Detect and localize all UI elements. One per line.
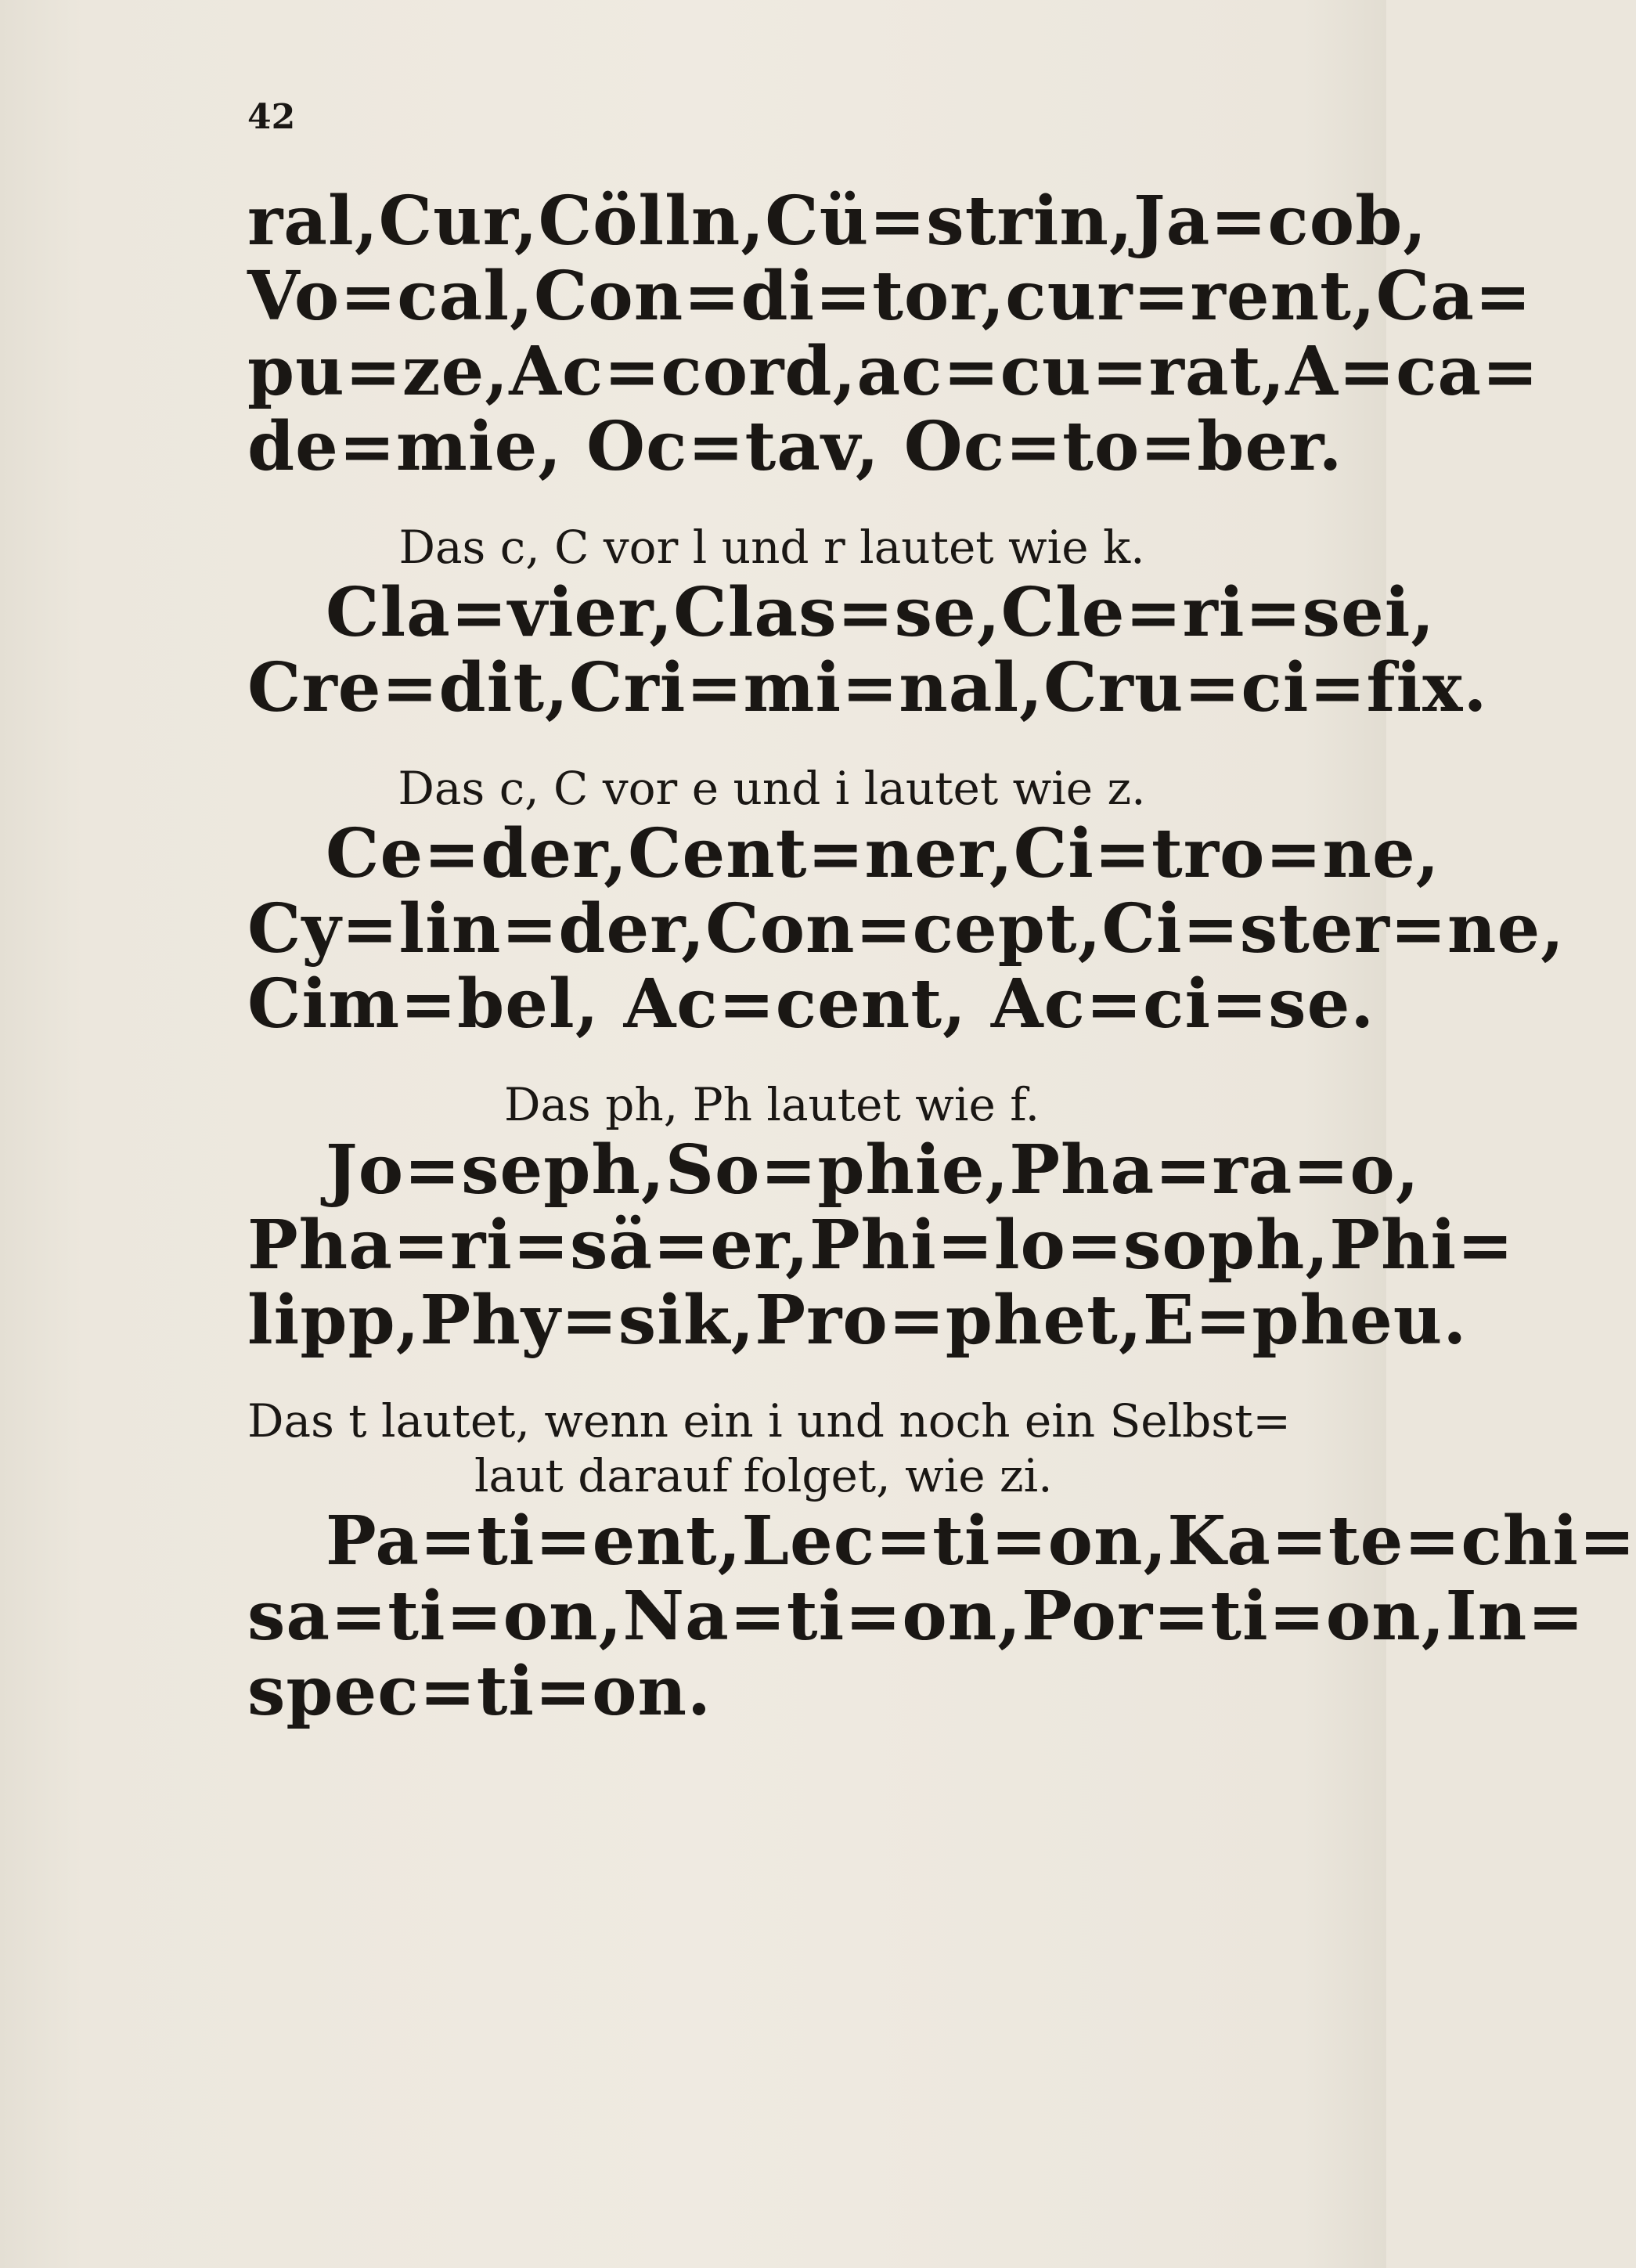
word: Jo=seph, xyxy=(326,1130,665,1210)
word: sa=ti=on, xyxy=(247,1577,623,1656)
text-line xyxy=(247,814,1440,896)
page-text xyxy=(247,103,1636,1733)
word: A=ca= xyxy=(1285,332,1540,411)
word: Pha=ri=sä=er, xyxy=(247,1206,809,1285)
word: Pha=ra=o, xyxy=(1009,1130,1420,1210)
word: Cru=ci=fix. xyxy=(1043,648,1488,727)
word: Clas=se, xyxy=(673,573,1001,652)
word: Phi= xyxy=(1329,1206,1515,1285)
text-line xyxy=(247,182,1428,263)
page-number: 42 xyxy=(247,97,296,137)
text-line xyxy=(247,1130,1420,1212)
text-line xyxy=(247,1281,1468,1362)
text-line xyxy=(247,648,1488,730)
word: Por=ti=on, xyxy=(1022,1577,1446,1656)
word: Pro=phet, xyxy=(755,1281,1143,1360)
word: pu=ze, xyxy=(247,332,510,411)
word: Ci=ster=ne, xyxy=(1101,889,1566,968)
word: Cre=dit, xyxy=(247,648,569,727)
word: Ja=cob, xyxy=(1133,182,1428,261)
rule-heading: Das c, C vor l und r lautet wie k. xyxy=(398,521,1145,574)
word: Con=cept, xyxy=(705,889,1102,968)
word: Ka=te=chi= xyxy=(1167,1502,1636,1581)
word: Na=ti=on, xyxy=(622,1577,1022,1656)
text-line xyxy=(247,573,1436,654)
rule-heading: Das ph, Ph lautet wie f. xyxy=(503,1078,1040,1131)
word: Cri=mi=nal, xyxy=(569,648,1044,727)
word: ral, xyxy=(247,182,379,261)
word: Ac=cord, xyxy=(509,332,857,411)
word: Cü=strin, xyxy=(765,182,1133,261)
word: ac=cu=rat, xyxy=(856,332,1286,411)
word: Phi=lo=soph, xyxy=(809,1206,1330,1285)
word: In= xyxy=(1445,1577,1585,1656)
rule-heading: Das c, C vor e und i lautet wie z. xyxy=(398,762,1146,815)
word: Pa=ti=ent, xyxy=(326,1502,742,1581)
text-line xyxy=(247,332,1540,413)
word: cur=rent, xyxy=(1005,257,1376,336)
text-line xyxy=(247,1206,1515,1287)
word: Cle=ri=sei, xyxy=(1000,573,1436,652)
word: Ci=tro=ne, xyxy=(1013,814,1440,893)
text-line xyxy=(247,1502,1636,1583)
word: E=pheu. xyxy=(1142,1281,1468,1360)
word: lipp, xyxy=(247,1281,420,1360)
word: Cent=ner, xyxy=(628,814,1014,893)
word: Lec=ti=on, xyxy=(741,1502,1168,1581)
rule-heading: Das t lautet, wenn ein i und noch ein Selbst= xyxy=(247,1394,1291,1448)
word: Cla=vier, xyxy=(326,573,674,652)
word: Vo=cal, xyxy=(247,257,534,336)
text-line: Cim=bel, Ac=cent, Ac=ci=se. xyxy=(247,965,1375,1044)
text-line: spec=ti=on. xyxy=(247,1652,712,1731)
word: Ce=der, xyxy=(326,814,629,893)
word: Cur, xyxy=(378,182,539,261)
text-line: de=mie, Oc=tav, Oc=to=ber. xyxy=(247,407,1343,486)
text-line xyxy=(247,257,1533,338)
word: Cölln, xyxy=(538,182,766,261)
word: So=phie, xyxy=(665,1130,1010,1210)
word: Cy=lin=der, xyxy=(247,889,706,968)
word: Con=di=tor, xyxy=(533,257,1006,336)
word: Phy=sik, xyxy=(420,1281,755,1360)
text-line xyxy=(247,1577,1585,1658)
word: Ca= xyxy=(1375,257,1533,336)
text-line xyxy=(247,889,1566,971)
rule-heading-continued: laut darauf folget, wie zi. xyxy=(474,1449,1053,1502)
